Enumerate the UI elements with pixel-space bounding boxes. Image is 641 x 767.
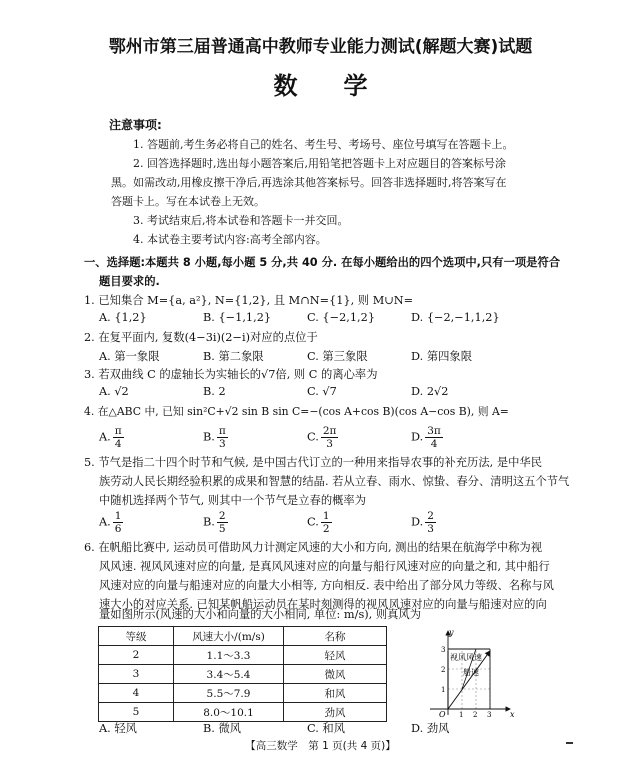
x-axis-label: x bbox=[510, 710, 515, 717]
origin-label: O bbox=[439, 710, 446, 717]
question-4-option-b bbox=[203, 425, 228, 450]
notice-item-2-end: 答题卡上。写在本试卷上无效。 bbox=[111, 195, 265, 208]
question-2-option-a: A. 第一象限 bbox=[99, 350, 160, 363]
question-3-option-a: A. √2 bbox=[99, 385, 129, 398]
option-letter: A. bbox=[99, 515, 111, 529]
boat-speed-label: 船速 bbox=[463, 668, 479, 677]
question-5-line-3: 中随机选择两个节气, 则其中一个节气是立春的概率为 bbox=[99, 494, 367, 507]
subject-title: 数学 bbox=[273, 72, 414, 100]
vector-diagram bbox=[418, 625, 516, 717]
x-tick-label: 1 bbox=[459, 711, 464, 717]
fraction-denominator: 2 bbox=[322, 523, 330, 535]
y-tick-label: 3 bbox=[441, 646, 446, 654]
fraction bbox=[217, 425, 228, 450]
fraction-denominator: 4 bbox=[430, 438, 438, 450]
option-letter: C. bbox=[307, 430, 319, 444]
table-cell: 劲风 bbox=[284, 703, 387, 722]
exam-title: 鄂州市第三届普通高中教师专业能力测试(解题大赛)试题 bbox=[108, 37, 533, 57]
y-tick-label: 1 bbox=[441, 686, 446, 694]
question-4-option-a bbox=[99, 425, 124, 450]
fraction bbox=[321, 510, 332, 535]
question-2-option-c: C. 第三象限 bbox=[307, 350, 368, 363]
question-6-line-3: 风速对应的向量与船速对应的向量大小相等, 方向相反. 表中给出了部分风力等级、名称与风 bbox=[99, 579, 554, 592]
question-5-line-2: 族劳动人民长期经验积累的成果和智慧的结晶. 若从立春、雨水、惊蛰、春分、清明这五个节气 bbox=[99, 475, 570, 488]
option-letter: A. bbox=[99, 430, 111, 444]
fraction-numerator: 3π bbox=[427, 425, 441, 437]
fraction-numerator: π bbox=[218, 425, 226, 437]
y-axis-label: y bbox=[449, 628, 454, 637]
fraction bbox=[217, 510, 228, 535]
question-2-option-d: D. 第四象限 bbox=[411, 350, 473, 363]
question-6-option-b: B. 微风 bbox=[203, 722, 242, 735]
fraction bbox=[425, 425, 443, 450]
table-header-cell: 风速大小/(m/s) bbox=[174, 627, 284, 646]
table-cell: 8.0～10.1 bbox=[174, 703, 284, 722]
question-3-option-c: C. √7 bbox=[307, 385, 337, 398]
section-heading: 一、选择题:本题共 8 小题,每小题 5 分,共 40 分. 在每小题给出的四个选项中,只有一项是符合 bbox=[84, 256, 561, 269]
table-row bbox=[99, 684, 387, 703]
option-letter: B. bbox=[203, 430, 215, 444]
table-cell: 5.5～7.9 bbox=[174, 684, 284, 703]
question-1-option-a: A. {1,2} bbox=[99, 311, 147, 324]
fraction-numerator: 1 bbox=[114, 510, 122, 522]
fraction bbox=[425, 510, 436, 535]
fraction-denominator: 6 bbox=[114, 523, 122, 535]
table-header-cell: 名称 bbox=[284, 627, 387, 646]
option-letter: D. bbox=[411, 515, 424, 529]
question-1-option-d: D. {−2,−1,1,2} bbox=[411, 311, 500, 324]
table-cell: 2 bbox=[99, 646, 174, 665]
fraction-numerator: 2 bbox=[218, 510, 226, 522]
question-5-line-1: 5. 节气是指二十四个时节和气候, 是中国古代订立的一种用来指导农事的补充历法, 是中华民 bbox=[84, 456, 543, 469]
question-3-option-b: B. 2 bbox=[203, 385, 226, 398]
notice-item-2-cont: 黑。如需改动,用橡皮擦干净后,再选涂其他答案标号。回答非选择题时,将答案写在 bbox=[111, 176, 507, 189]
question-4-stem: 4. 在△ABC 中, 已知 sin²C+√2 sin B sin C=−(cos A+cos B)(cos A−cos B), 则 A= bbox=[84, 405, 509, 418]
question-6-line-4: 速大小的对应关系. 已知某帆船运动员在某时刻测得的视风风速对应的向量与船速对应的向 bbox=[99, 598, 547, 611]
question-6-option-a: A. 轻风 bbox=[99, 722, 137, 735]
fraction-denominator: 4 bbox=[114, 438, 122, 450]
table-header-row bbox=[99, 627, 387, 646]
table-cell: 5 bbox=[99, 703, 174, 722]
question-5-option-c bbox=[307, 510, 332, 535]
question-1-option-b: B. {−1,1,2} bbox=[203, 311, 272, 324]
option-letter: C. bbox=[307, 515, 319, 529]
question-1-stem: 1. 已知集合 M={a, a²}, N={1,2}, 且 M∩N={1}, 则 M∪N= bbox=[84, 294, 414, 307]
notice-item-1: 1. 答题前,考生务必将自己的姓名、考生号、考场号、座位号填写在答题卡上。 bbox=[133, 138, 514, 151]
table-row bbox=[99, 646, 387, 665]
question-2-option-b: B. 第二象限 bbox=[203, 350, 264, 363]
fraction-numerator: π bbox=[114, 425, 122, 437]
fraction-numerator: 2 bbox=[427, 510, 434, 522]
question-3-option-d: D. 2√2 bbox=[411, 385, 449, 398]
fraction-denominator: 3 bbox=[427, 523, 434, 535]
question-6-option-c: C. 和风 bbox=[307, 722, 346, 735]
table-cell: 3 bbox=[99, 665, 174, 684]
fraction bbox=[113, 510, 124, 535]
corner-mark bbox=[566, 742, 573, 744]
notice-item-3: 3. 考试结束后,将本试卷和答题卡一并交回。 bbox=[133, 214, 349, 227]
fraction bbox=[113, 425, 124, 450]
question-6-option-d: D. 劲风 bbox=[411, 722, 450, 735]
question-6-line-5: 量如图所示(风速的大小和向量的大小相同, 单位: m/s), 则真风为 bbox=[99, 608, 422, 621]
fraction-denominator: 3 bbox=[219, 438, 226, 450]
option-letter: D. bbox=[411, 430, 424, 444]
fraction-numerator: 1 bbox=[322, 510, 330, 522]
table-cell: 1.1～3.3 bbox=[174, 646, 284, 665]
x-tick-label: 3 bbox=[487, 711, 492, 717]
table-cell: 4 bbox=[99, 684, 174, 703]
notice-item-2: 2. 回答选择题时,选出每小题答案后,用铅笔把答题卡上对应题目的答案标号涂 bbox=[133, 157, 506, 170]
question-1-option-c: C. {−2,1,2} bbox=[307, 311, 376, 324]
table-row bbox=[99, 703, 387, 722]
apparent-wind-label: 视风风速 bbox=[450, 653, 482, 662]
wind-scale-table bbox=[98, 626, 387, 722]
table-cell: 3.4～5.4 bbox=[174, 665, 284, 684]
question-5-option-d bbox=[411, 510, 436, 535]
page-footer: 【高三数学 第 1 页(共 4 页)】 bbox=[245, 740, 396, 752]
x-tick-label: 2 bbox=[473, 711, 478, 717]
question-6-line-2: 风风速. 视风风速对应的向量, 是真风风速对应的向量与船行风速对应的向量之和, 其中船行 bbox=[99, 560, 550, 573]
table-cell: 轻风 bbox=[284, 646, 387, 665]
table-row bbox=[99, 665, 387, 684]
question-2-stem: 2. 在复平面内, 复数(4−3i)(2−i)对应的点位于 bbox=[84, 331, 318, 344]
y-tick-label: 2 bbox=[441, 666, 446, 674]
table-header-cell: 等级 bbox=[99, 627, 174, 646]
question-6-line-1: 6. 在帆船比赛中, 运动员可借助风力计测定风速的大小和方向, 测出的结果在航海学中称为视 bbox=[84, 541, 543, 554]
notice-heading: 注意事项: bbox=[109, 118, 162, 132]
question-5-option-a bbox=[99, 510, 123, 535]
notice-item-4: 4. 本试卷主要考试内容:高考全部内容。 bbox=[133, 233, 327, 246]
table-cell: 微风 bbox=[284, 665, 387, 684]
question-4-option-c bbox=[307, 425, 338, 450]
fraction-numerator: 2π bbox=[322, 425, 337, 437]
fraction bbox=[321, 425, 339, 450]
question-3-stem: 3. 若双曲线 C 的虚轴长为实轴长的√7倍, 则 C 的离心率为 bbox=[84, 368, 378, 381]
table-cell: 和风 bbox=[284, 684, 387, 703]
question-4-option-d bbox=[411, 425, 443, 450]
fraction-denominator: 5 bbox=[218, 523, 226, 535]
fraction-denominator: 3 bbox=[326, 438, 333, 450]
option-letter: B. bbox=[203, 515, 215, 529]
section-heading-cont: 题目要求的. bbox=[99, 275, 160, 288]
question-5-option-b bbox=[203, 510, 228, 535]
